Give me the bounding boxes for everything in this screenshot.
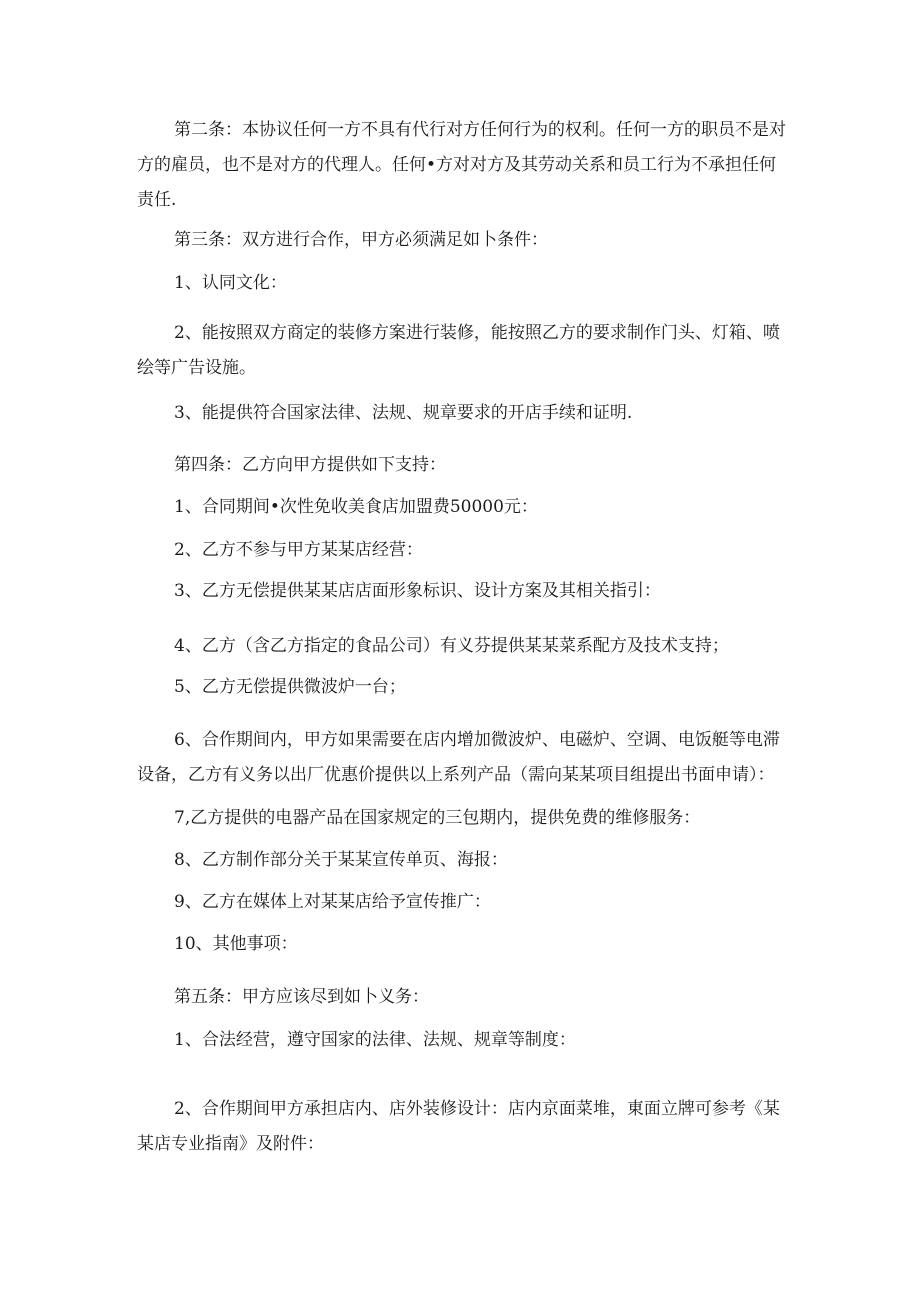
- article-3-item-1: 1、认同文化：: [174, 273, 287, 293]
- article-5-heading: 第五条：甲方应该尽到如卜义务：: [174, 987, 429, 1007]
- article-3-item-2: 2、能按照双方商定的装修方案进行装修，能按照乙方的要求制作门头、灯箱、喷绘等广告设施。: [137, 323, 780, 378]
- article-4-item-9: 9、乙方在媒体上对某某店给予宣传推广：: [174, 892, 491, 912]
- article-4-item-5: 5、乙方无偿提供微波炉一台；: [174, 677, 406, 697]
- article-4-item-10: 10、其他事项：: [174, 934, 298, 954]
- article-5-item-2: 2、合作期间甲方承担店内、店外装修设计：店内京面菜堆，東面立牌可参考《某某店专业指南》及附件：: [137, 1099, 780, 1154]
- article-3-heading: 第三条：双方进行合作，甲方必须满足如卜条件：: [174, 230, 548, 250]
- article-4-item-6: 6、合作期间内，甲方如果需要在店内增加微波炉、电磁炉、空调、电饭艇等电滞设备，乙方有义务以出厂优惠价提供以上系列产品（需向某某项目组提出书面申请）：: [137, 730, 780, 785]
- article-4-item-8: 8、乙方制作部分关于某某宣传单页、海报：: [174, 850, 508, 870]
- article-3-item-3: 3、能提供符合国家法律、法规、规章要求的开店手续和证明.: [174, 403, 633, 423]
- article-4-item-2: 2、乙方不参与甲方某某店经营：: [174, 540, 423, 560]
- article-4-item-1: 1、合同期间•次性免收美食店加盟费50000元：: [174, 497, 538, 517]
- article-4-heading: 第四条：乙方向甲方提供如下支持：: [174, 455, 446, 475]
- article-2-paragraph: 第二条：本协议任何一方不具有代行对方任何行为的权利。任何一方的职员不是对方的雇员，也不是对方的代理人。任何•方对对方及其劳动关系和员工行为不承担任何责任.: [137, 120, 786, 210]
- article-5-item-1: 1、合法经营，遵守国家的法律、法规、规章等制度：: [174, 1030, 576, 1050]
- article-4-item-7: 7,乙方提供的电器产品在国家规定的三包期内，提供免费的维修服务：: [174, 808, 701, 828]
- article-4-item-3: 3、乙方无偿提供某某店店面形象标识、设计方案及其相关指引：: [174, 581, 661, 601]
- article-4-item-4: 4、乙方（含乙方指定的食品公司）有义芬提供某某菜系配方及技术支持；: [174, 636, 729, 656]
